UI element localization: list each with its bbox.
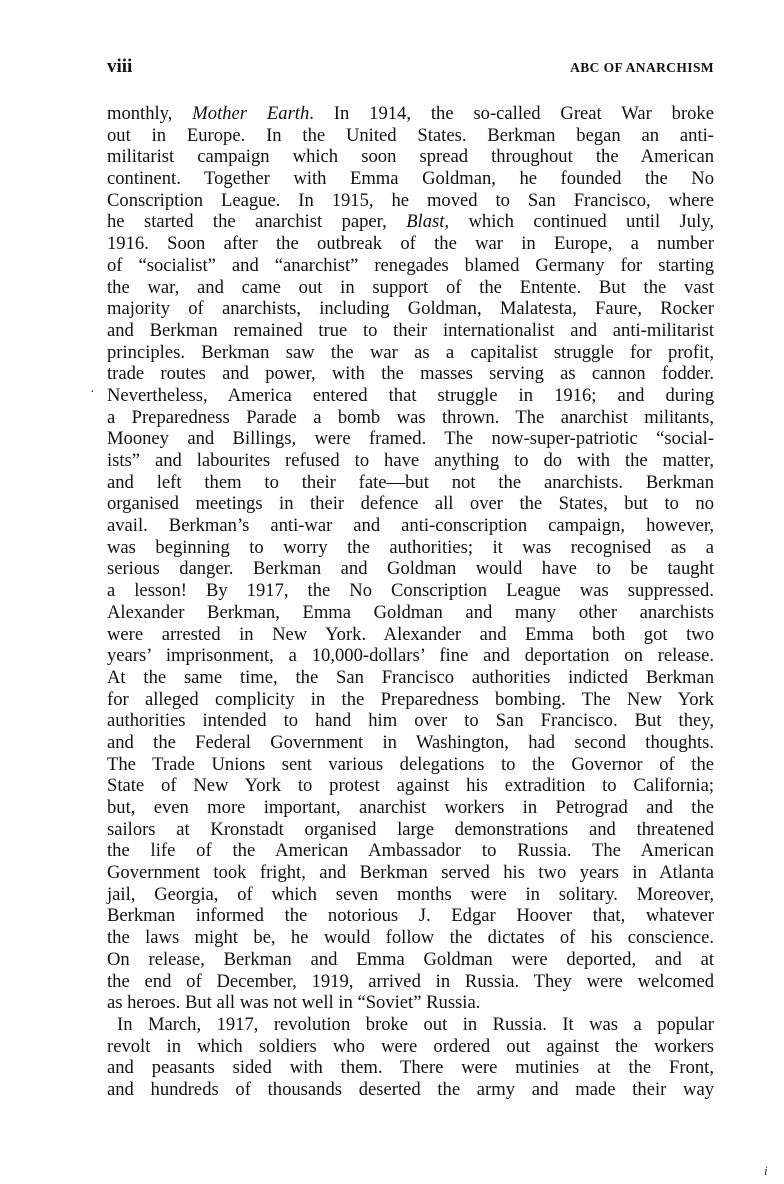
text-line: serious danger. Berkman and Goldman would have to be taught [107, 558, 714, 580]
text-line: principles. Berkman saw the war as a capitalist struggle for profit, [107, 341, 714, 363]
text-line: the war, and came out in support of the Entente. But the vast [107, 276, 714, 298]
text-line: trade routes and power, with the masses serving as cannon fodder. [107, 363, 714, 385]
text-line: majority of anarchists, including Goldman, Malatesta, Faure, Rocker [107, 298, 714, 320]
body-text [107, 103, 714, 1101]
text-line: At the same time, the San Francisco authorities indicted Berkman [107, 666, 714, 688]
text-line: organised meetings in their defence all over the States, but to no [107, 493, 714, 515]
text-line: and peasants sided with them. There were mutinies at the Front, [107, 1057, 714, 1079]
text-line: was beginning to worry the authorities; it was recognised as a [107, 536, 714, 558]
text-line: for alleged complicity in the Preparedness bombing. The New York [107, 688, 714, 710]
text-line: State of New York to protest against his extradition to California; [107, 775, 714, 797]
text-line: Government took fright, and Berkman served his two years in Atlanta [107, 862, 714, 884]
text-line: out in Europe. In the United States. Berkman began an anti- [107, 124, 714, 146]
text-line: and Berkman remained true to their internationalist and anti-militarist [107, 319, 714, 341]
text-line: authorities intended to hand him over to San Francisco. But they, [107, 710, 714, 732]
margin-mark: · [90, 385, 95, 400]
text-line: revolt in which soldiers who were ordered out against the workers [107, 1035, 714, 1057]
text-line: the end of December, 1919, arrived in Russia. They were welcomed [107, 970, 714, 992]
text-line: In March, 1917, revolution broke out in Russia. It was a popular [117, 1013, 714, 1035]
text-line: as heroes. But all was not well in “Soviet” Russia. [107, 992, 481, 1014]
text-line: Conscription League. In 1915, he moved to San Francisco, where [107, 189, 714, 211]
book-title: ABC OF ANARCHISM [570, 60, 714, 75]
text-line: and the Federal Government in Washington, had second thoughts. [107, 731, 714, 753]
text-line: and hundreds of thousands deserted the army and made their way [107, 1078, 714, 1100]
text-line: the life of the American Ambassador to Russia. The American [107, 840, 714, 862]
text-line: Mooney and Billings, were framed. The now-super-patriotic “social- [107, 428, 714, 450]
corner-mark: i [764, 1163, 768, 1178]
text-line: he started the anarchist paper, Blast, which continued until July, [107, 211, 714, 233]
text-line: jail, Georgia, of which seven months were in solitary. Moreover, [107, 883, 714, 905]
text-line: were arrested in New York. Alexander and Emma both got two [107, 623, 714, 645]
text-line: continent. Together with Emma Goldman, he founded the No [107, 168, 714, 190]
text-line: Nevertheless, America entered that struggle in 1916; and during [107, 384, 714, 406]
text-line: Alexander Berkman, Emma Goldman and many other anarchists [107, 601, 714, 623]
text-line: years’ imprisonment, a 10,000-dollars’ fine and deportation on release. [107, 645, 714, 667]
text-line: a lesson! By 1917, the No Conscription League was suppressed. [107, 580, 714, 602]
text-line: but, even more important, anarchist workers in Petrograd and the [107, 797, 714, 818]
text-line: militarist campaign which soon spread throughout the American [107, 146, 714, 168]
text-line: ists” and labourites refused to have anything to do with the matter, [107, 450, 714, 471]
text-line: avail. Berkman’s anti-war and anti-conscription campaign, however, [107, 515, 714, 537]
text-line: monthly, Mother Earth. In 1914, the so-called Great War broke [107, 103, 714, 124]
running-header [107, 56, 714, 80]
text-line: 1916. Soon after the outbreak of the war in Europe, a number [107, 233, 714, 255]
text-line: The Trade Unions sent various delegations to the Governor of the [107, 753, 714, 775]
text-line: sailors at Kronstadt organised large demonstrations and threatened [107, 818, 714, 840]
page-number: viii [107, 56, 133, 77]
text-line: of “socialist” and “anarchist” renegades blamed Germany for starting [107, 254, 714, 276]
text-line: and left them to their fate—but not the anarchists. Berkman [107, 471, 714, 493]
text-line: Berkman informed the notorious J. Edgar Hoover that, whatever [107, 905, 714, 927]
text-line: a Preparedness Parade a bomb was thrown. The anarchist militants, [107, 406, 714, 428]
text-line: the laws might be, he would follow the dictates of his conscience. [107, 927, 714, 949]
text-line: On release, Berkman and Emma Goldman were deported, and at [107, 948, 714, 970]
